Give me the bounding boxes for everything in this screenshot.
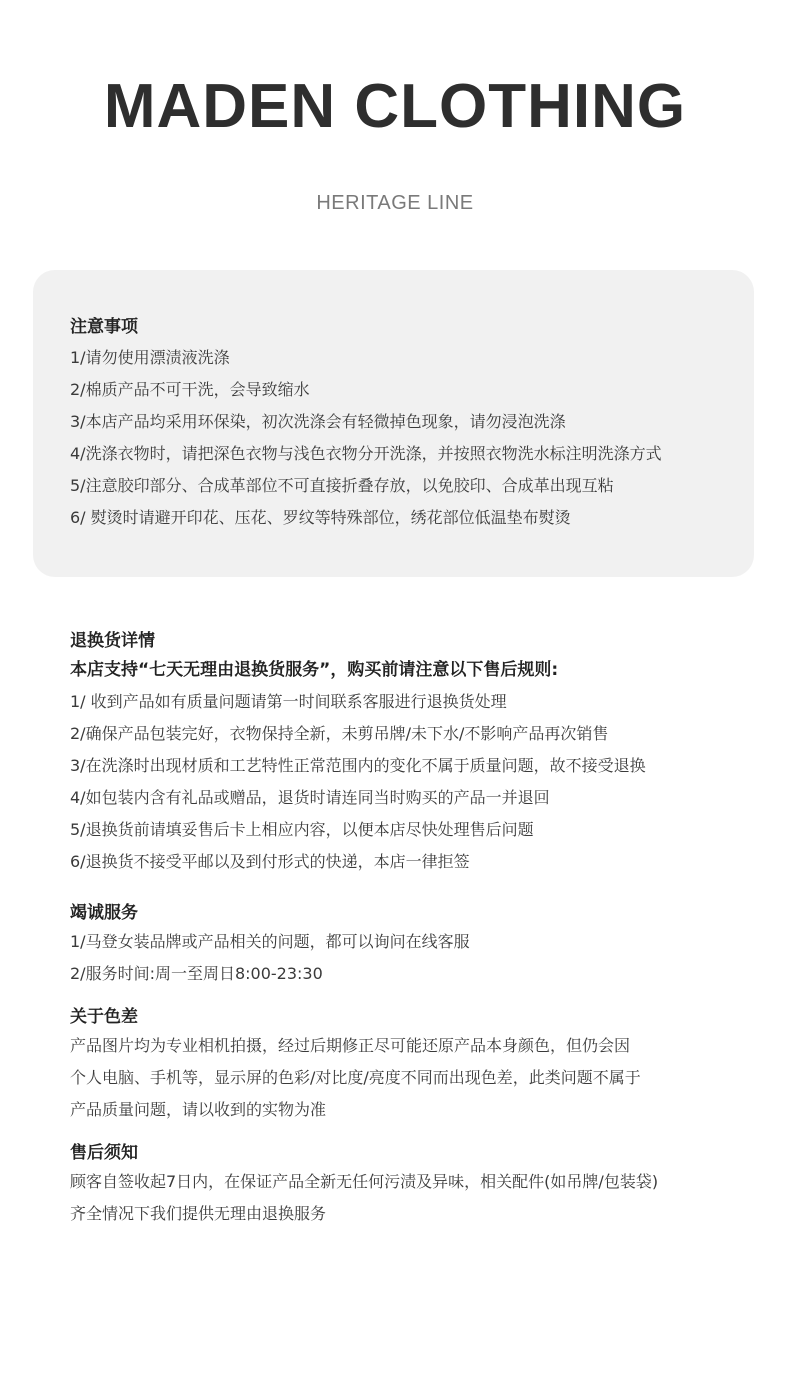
color-diff-section [70, 1004, 760, 1126]
aftersale-title: 售后须知 [70, 1143, 138, 1163]
brand-title: MADEN CLOTHING [103, 72, 687, 141]
policy-sections [70, 628, 760, 1230]
notice-title: 注意事项 [70, 317, 138, 337]
color-diff-title: 关于色差 [70, 1007, 138, 1027]
notice-item: 4/洗涤衣物时，请把深色衣物与浅色衣物分开洗涤，并按照衣物洗水标注明洗涤方式 [70, 444, 662, 463]
returns-lead: 本店支持“七天无理由退换货服务”，购买前请注意以下售后规则: [70, 660, 559, 680]
notice-item: 3/本店产品均采用环保染，初次洗涤会有轻微掉色现象，请勿浸泡洗涤 [70, 412, 566, 431]
color-diff-line: 产品质量问题，请以收到的实物为准 [70, 1100, 327, 1119]
notice-item: 5/注意胶印部分、合成革部位不可直接折叠存放，以免胶印、合成革出现互粘 [70, 476, 614, 495]
aftersale-section [70, 1140, 760, 1230]
aftersale-line: 齐全情况下我们提供无理由退换服务 [70, 1204, 327, 1223]
service-title: 竭诚服务 [70, 903, 138, 923]
returns-title: 退换货详情 [70, 631, 155, 651]
color-diff-line: 产品图片均为专业相机拍摄，经过后期修正尽可能还原产品本身颜色，但仍会因 [70, 1036, 631, 1055]
returns-item: 1/ 收到产品如有质量问题请第一时间联系客服进行退换货处理 [70, 692, 507, 711]
service-item: 2/服务时间:周一至周日8:00-23:30 [70, 964, 323, 983]
service-item: 1/马登女装品牌或产品相关的问题，都可以询问在线客服 [70, 932, 470, 951]
color-diff-line: 个人电脑、手机等，显示屏的色彩/对比度/亮度不同而出现色差，此类问题不属于 [70, 1068, 641, 1087]
returns-item: 5/退换货前请填妥售后卡上相应内容，以便本店尽快处理售后问题 [70, 820, 534, 839]
service-section [70, 900, 760, 990]
notice-card [33, 270, 754, 577]
brand-subtitle: HERITAGE LINE [316, 192, 474, 214]
notice-content [70, 314, 734, 534]
returns-item: 4/如包装内含有礼品或赠品，退货时请连同当时购买的产品一并退回 [70, 788, 550, 807]
returns-item: 3/在洗涤时出现材质和工艺特性正常范围内的变化不属于质量问题，故不接受退换 [70, 756, 646, 775]
returns-section [70, 628, 760, 878]
aftersale-line: 顾客自签收起7日内，在保证产品全新无任何污渍及异味，相关配件(如吊牌/包装袋) [70, 1172, 659, 1191]
notice-item: 1/请勿使用漂渍液洗涤 [70, 348, 230, 367]
returns-item: 6/退换货不接受平邮以及到付形式的快递，本店一律拒签 [70, 852, 470, 871]
notice-item: 6/ 熨烫时请避开印花、压花、罗纹等特殊部位，绣花部位低温垫布熨烫 [70, 508, 571, 527]
notice-item: 2/棉质产品不可干洗，会导致缩水 [70, 380, 310, 399]
returns-item: 2/确保产品包装完好，衣物保持全新，未剪吊牌/未下水/不影响产品再次销售 [70, 724, 609, 743]
